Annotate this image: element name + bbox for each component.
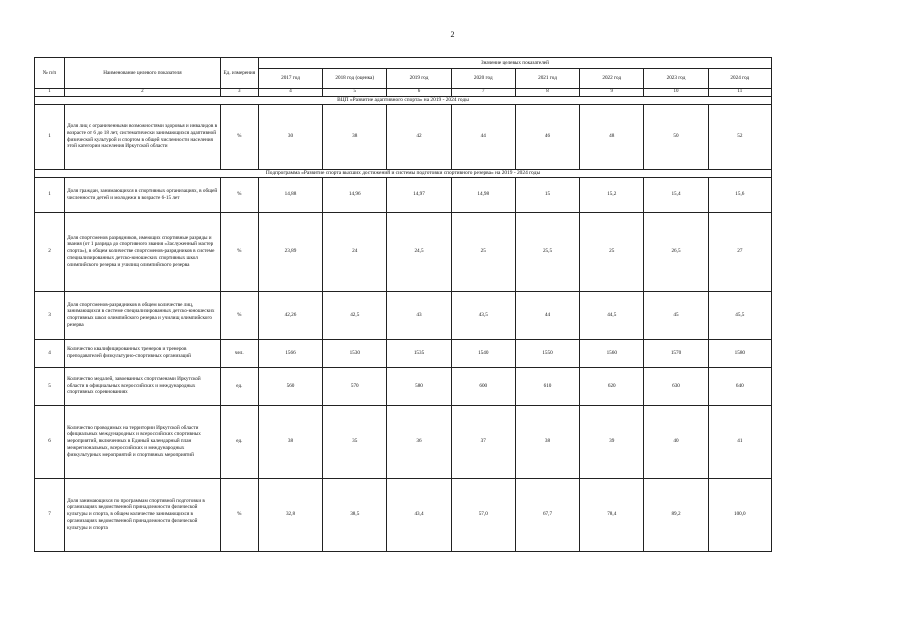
indicator-value: 24,5 — [387, 212, 451, 291]
indicator-value: 15,2 — [580, 177, 644, 212]
indicator-value: 27 — [708, 212, 771, 291]
header-year: 2023 год — [644, 69, 708, 89]
indicator-value: 1540 — [451, 339, 515, 367]
indicator-value: 44,5 — [580, 291, 644, 339]
row-number: 1 — [35, 177, 65, 212]
indicator-value: 42,26 — [258, 291, 322, 339]
row-number: 5 — [35, 367, 65, 405]
indicator-name: Доля занимающихся по программам спортивной подготовки в организациях ведомственной принадлежности физической культуры и спорта, в общем количестве занимающихся в организациях ведомственной принадлежности физической культуры и спорта — [65, 478, 221, 551]
column-number: 8 — [515, 89, 579, 97]
indicator-value: 89,2 — [644, 478, 708, 551]
header-num: № п/п — [35, 58, 65, 89]
indicator-value: 42,5 — [323, 291, 387, 339]
indicator-value: 78,4 — [580, 478, 644, 551]
indicator-value: 48 — [580, 104, 644, 169]
column-number: 10 — [644, 89, 708, 97]
column-number-row — [35, 89, 772, 97]
indicator-value: 23,89 — [258, 212, 322, 291]
indicator-value: 38 — [515, 405, 579, 478]
indicator-value: 42 — [387, 104, 451, 169]
column-number: 5 — [323, 89, 387, 97]
unit: % — [220, 291, 258, 339]
table-row — [35, 104, 772, 169]
header-row-1 — [35, 58, 772, 69]
indicator-value: 30 — [258, 104, 322, 169]
indicator-name: Количество квалифицированных тренеров и тренеров преподавателей физкультурно-спортивных организаций — [65, 339, 221, 367]
indicator-value: 1535 — [387, 339, 451, 367]
row-number: 7 — [35, 478, 65, 551]
unit: чел. — [220, 339, 258, 367]
indicator-name: Доля спортсменов разрядников, имеющих спортивные разряды и звания (от 1 разряда до спортивного звания «Заслуженный мастер спорта»), в общем количестве спортсменов-разрядников в системе специализированных детско-юношеских спортивных школ олимпийского резерва и училищ олимпийского резерва — [65, 212, 221, 291]
indicator-name: Количество медалей, завоеванных спортсменами Иркутской области в официальных всероссийских и международных спортивных соревнованиях — [65, 367, 221, 405]
row-number: 1 — [35, 104, 65, 169]
indicator-value: 46 — [515, 104, 579, 169]
indicator-value: 57,0 — [451, 478, 515, 551]
indicator-value: 580 — [387, 367, 451, 405]
table-row — [35, 177, 772, 212]
indicator-value: 560 — [258, 367, 322, 405]
indicator-name: Доля лиц с ограниченными возможностями здоровья и инвалидов в возрасте от 6 до 18 лет, систематически занимающихся адаптивной физической культурой и спортом в общей численности населения этой категории населения Иркутской области — [65, 104, 221, 169]
row-number: 3 — [35, 291, 65, 339]
indicator-value: 15,6 — [708, 177, 771, 212]
indicator-value: 38,5 — [323, 478, 387, 551]
column-number: 6 — [387, 89, 451, 97]
unit: % — [220, 478, 258, 551]
header-year: 2017 год — [258, 69, 322, 89]
indicator-name: Количество проводимых на территории Иркутской области официальных международных и всероссийских спортивных мероприятий, включенных в Единый календарный план межрегиональных, всероссийских и международных физкультурных мероприятий и спортивных мероприятий — [65, 405, 221, 478]
table-row — [35, 405, 772, 478]
table-row — [35, 367, 772, 405]
indicator-value: 39 — [580, 405, 644, 478]
indicator-value: 620 — [580, 367, 644, 405]
indicator-value: 35 — [323, 405, 387, 478]
indicator-value: 25 — [451, 212, 515, 291]
indicator-value: 1530 — [323, 339, 387, 367]
column-number: 9 — [580, 89, 644, 97]
section-header-row — [35, 169, 772, 177]
indicator-value: 44 — [515, 291, 579, 339]
unit: % — [220, 177, 258, 212]
column-number: 1 — [35, 89, 65, 97]
indicator-value: 45 — [644, 291, 708, 339]
indicator-value: 43 — [387, 291, 451, 339]
indicator-value: 41 — [708, 405, 771, 478]
header-year: 2021 год — [515, 69, 579, 89]
indicator-name: Доля спортсменов-разрядников в общем количестве лиц, занимающихся в системе специализированных детско-юношеских спортивных школ олимпийского резерва и училищ олимпийского резерва — [65, 291, 221, 339]
indicator-value: 38 — [323, 104, 387, 169]
header-year: 2019 год — [387, 69, 451, 89]
indicator-value: 43,4 — [387, 478, 451, 551]
table-row — [35, 212, 772, 291]
indicator-value: 630 — [644, 367, 708, 405]
row-number: 4 — [35, 339, 65, 367]
indicator-value: 14,96 — [323, 177, 387, 212]
column-number: 3 — [220, 89, 258, 97]
indicator-value: 50 — [644, 104, 708, 169]
indicator-value: 1550 — [515, 339, 579, 367]
indicator-value: 14,97 — [387, 177, 451, 212]
indicator-value: 100,0 — [708, 478, 771, 551]
section-title: ВЦП «Развитие адаптивного спорта» на 2019 - 2024 годы — [35, 96, 772, 104]
indicator-value: 45,5 — [708, 291, 771, 339]
header-year: 2020 год — [451, 69, 515, 89]
header-values: Значение целевых показателей — [258, 58, 771, 69]
indicator-value: 44 — [451, 104, 515, 169]
indicator-value: 14,98 — [451, 177, 515, 212]
table-row — [35, 291, 772, 339]
indicator-value: 1566 — [258, 339, 322, 367]
indicator-value: 570 — [323, 367, 387, 405]
indicator-value: 15,4 — [644, 177, 708, 212]
unit: % — [220, 104, 258, 169]
header-unit: Ед. измерения — [220, 58, 258, 89]
column-number: 11 — [708, 89, 771, 97]
section-title: Подпрограмма «Развитие спорта высших достижений и системы подготовки спортивного резерва» на 2019 - 2024 годы — [35, 169, 772, 177]
indicator-value: 37 — [451, 405, 515, 478]
section-header-row — [35, 96, 772, 104]
indicator-value: 52 — [708, 104, 771, 169]
indicator-value: 14,88 — [258, 177, 322, 212]
indicator-value: 15 — [515, 177, 579, 212]
indicator-value: 25 — [580, 212, 644, 291]
indicator-value: 67,7 — [515, 478, 579, 551]
indicator-value: 1560 — [580, 339, 644, 367]
row-number: 6 — [35, 405, 65, 478]
indicator-value: 32,8 — [258, 478, 322, 551]
row-number: 2 — [35, 212, 65, 291]
header-year: 2022 год — [580, 69, 644, 89]
table-row — [35, 478, 772, 551]
column-number: 2 — [65, 89, 221, 97]
header-name: Наименование целевого показателя — [65, 58, 221, 89]
indicator-name: Доля граждан, занимающихся в спортивных организациях, в общей численности детей и молодежи в возрасте 6-15 лет — [65, 177, 221, 212]
indicator-value: 1580 — [708, 339, 771, 367]
indicator-value: 40 — [644, 405, 708, 478]
unit: ед. — [220, 405, 258, 478]
page-number: 2 — [450, 30, 455, 39]
column-number: 7 — [451, 89, 515, 97]
indicator-value: 36 — [387, 405, 451, 478]
indicator-value: 640 — [708, 367, 771, 405]
column-number: 4 — [258, 89, 322, 97]
indicator-value: 25,5 — [515, 212, 579, 291]
indicator-value: 24 — [323, 212, 387, 291]
indicator-value: 600 — [451, 367, 515, 405]
unit: % — [220, 212, 258, 291]
indicator-value: 1570 — [644, 339, 708, 367]
indicator-value: 610 — [515, 367, 579, 405]
indicator-value: 38 — [258, 405, 322, 478]
indicator-value: 43,5 — [451, 291, 515, 339]
unit: ед. — [220, 367, 258, 405]
indicator-value: 26,5 — [644, 212, 708, 291]
header-year: 2024 год — [708, 69, 771, 89]
header-year: 2018 год (оценка) — [323, 69, 387, 89]
table-row — [35, 339, 772, 367]
target-indicators-table — [34, 57, 772, 552]
